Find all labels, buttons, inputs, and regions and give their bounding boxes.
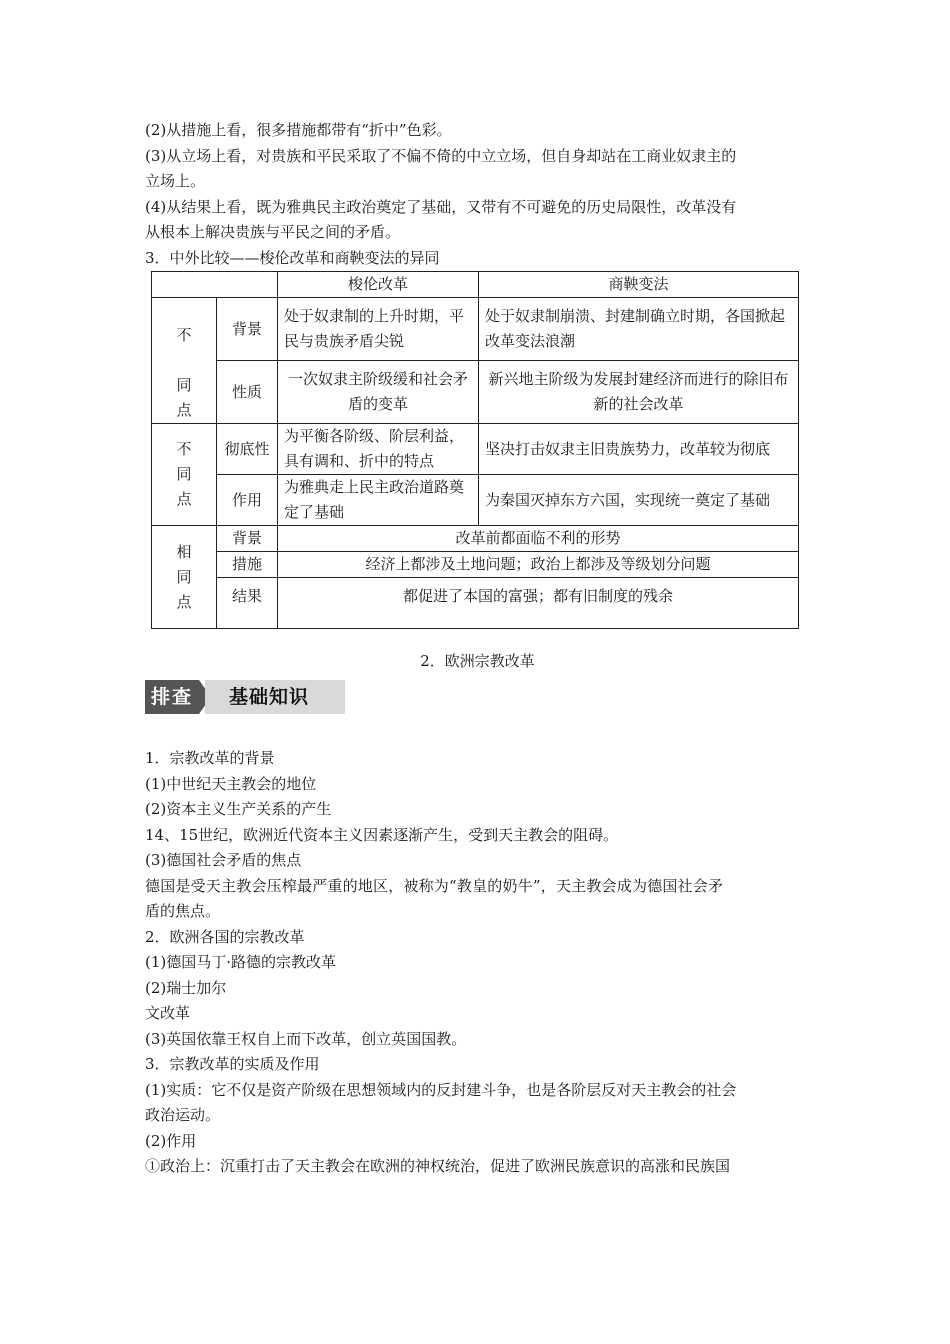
row-label: 作用 [217,475,278,526]
text-line: (3)英国依靠王权自上而下改革，创立英国国教。 [145,1029,467,1048]
table-row [152,361,799,424]
cell-solon: 为平衡各阶级、阶层利益，具有调和、折中的特点 [278,424,479,475]
cell-solon: 处于奴隶制的上升时期，平民与贵族矛盾尖锐 [278,298,479,361]
text-line: 14、15世纪，欧洲近代资本主义因素逐渐产生，受到天主教会的阻碍。 [145,825,619,844]
text-line: 政治运动。 [145,1106,221,1124]
comparison-table [151,271,799,629]
group-char: 同 [176,376,192,394]
table-row [152,552,799,578]
text-line: (2)资本主义生产关系的产生 [145,800,332,818]
text-line: (1)德国马丁·路德的宗教改革 [145,953,337,971]
row-label: 措施 [217,552,278,578]
cell-solon: 为雅典走上民主政治道路奠定了基础 [278,475,479,526]
cell-shangyang: 处于奴隶制崩溃、封建制确立时期，各国掀起改革变法浪潮 [479,298,799,361]
group-char: 点 [176,401,192,419]
group-char: 同 [176,465,192,483]
cell-shared: 都促进了本国的富强；都有旧制度的残余 [278,578,799,629]
text-line: 德国是受天主教会压榨最严重的地区，被称为“教皇的奶牛”，天主教会成为德国社会矛 [145,876,724,895]
text-line: 2．欧洲各国的宗教改革 [145,927,305,946]
row-label: 背景 [217,526,278,552]
table-row [152,424,799,475]
text-line: ①政治上：沉重打击了天主教会在欧洲的神权统治，促进了欧洲民族意识的高涨和民族国 [145,1157,731,1175]
table-caption: 3．中外比较——梭伦改革和商鞅变法的异同 [145,248,440,267]
group-char: 不 [176,326,192,344]
text-line: (3)德国社会矛盾的焦点 [145,851,302,869]
cell-shangyang: 坚决打击奴隶主旧贵族势力，改革较为彻底 [479,424,799,475]
cell-shangyang: 新兴地主阶级为发展封建经济而进行的除旧布新的社会改革 [479,361,799,424]
section-banner [145,680,810,714]
header-shangyang: 商鞅变法 [479,272,799,298]
group-diff-label [152,298,217,424]
banner-dark-label: 排查 [145,680,199,714]
table-row [152,526,799,552]
group-char: 点 [176,490,192,508]
header-solon: 梭伦改革 [278,272,479,298]
group-char: 点 [176,592,192,611]
text-line: 立场上。 [145,172,206,190]
cell-shared: 改革前都面临不利的形势 [278,526,799,552]
text-line: 3．宗教改革的实质及作用 [145,1055,320,1073]
text-line: (2)瑞士加尔 [145,978,227,997]
text-line: (1)实质：它不仅是资产阶级在思想领域内的反封建斗争，也是各阶层反对天主教会的社会 [145,1080,737,1099]
row-label: 性质 [217,361,278,424]
text-line: 盾的焦点。 [145,902,221,920]
text-line: (4)从结果上看，既为雅典民主政治奠定了基础，又带有不可避免的历史局限性，改革没有 [145,197,737,216]
row-label: 彻底性 [217,424,278,475]
group-diff-label [152,424,217,526]
group-char: 不 [176,440,192,458]
row-label: 结果 [217,578,278,629]
text-line: (1)中世纪天主教会的地位 [145,774,317,793]
text-line: 1．宗教改革的背景 [145,749,275,767]
table-header-row [152,272,799,298]
header-empty-cell [152,272,278,298]
section-title: 2．欧洲宗教改革 [420,652,535,670]
cell-shared: 经济上都涉及土地问题；政治上都涉及等级划分问题 [278,552,799,578]
group-char: 同 [176,567,192,586]
banner-light-label: 基础知识 [205,680,345,714]
table-row [152,298,799,361]
cell-shangyang: 为秦国灭掉东方六国，实现统一奠定了基础 [479,475,799,526]
table-row [152,578,799,629]
table-row [152,475,799,526]
text-line: (2)从措施上看，很多措施都带有“折中”色彩。 [145,121,452,139]
row-label: 背景 [217,298,278,361]
text-line: (3)从立场上看，对贵族和平民采取了不偏不倚的中立立场，但自身却站在工商业奴隶主的 [145,146,737,165]
group-char: 相 [176,542,192,561]
text-line: 从根本上解决贵族与平民之间的矛盾。 [145,223,401,241]
text-line: 文改革 [145,1004,191,1022]
cell-solon: 一次奴隶主阶级缓和社会矛盾的变革 [278,361,479,424]
group-same-label [152,526,217,629]
document-page [145,118,810,1180]
text-line: (2)作用 [145,1131,197,1150]
